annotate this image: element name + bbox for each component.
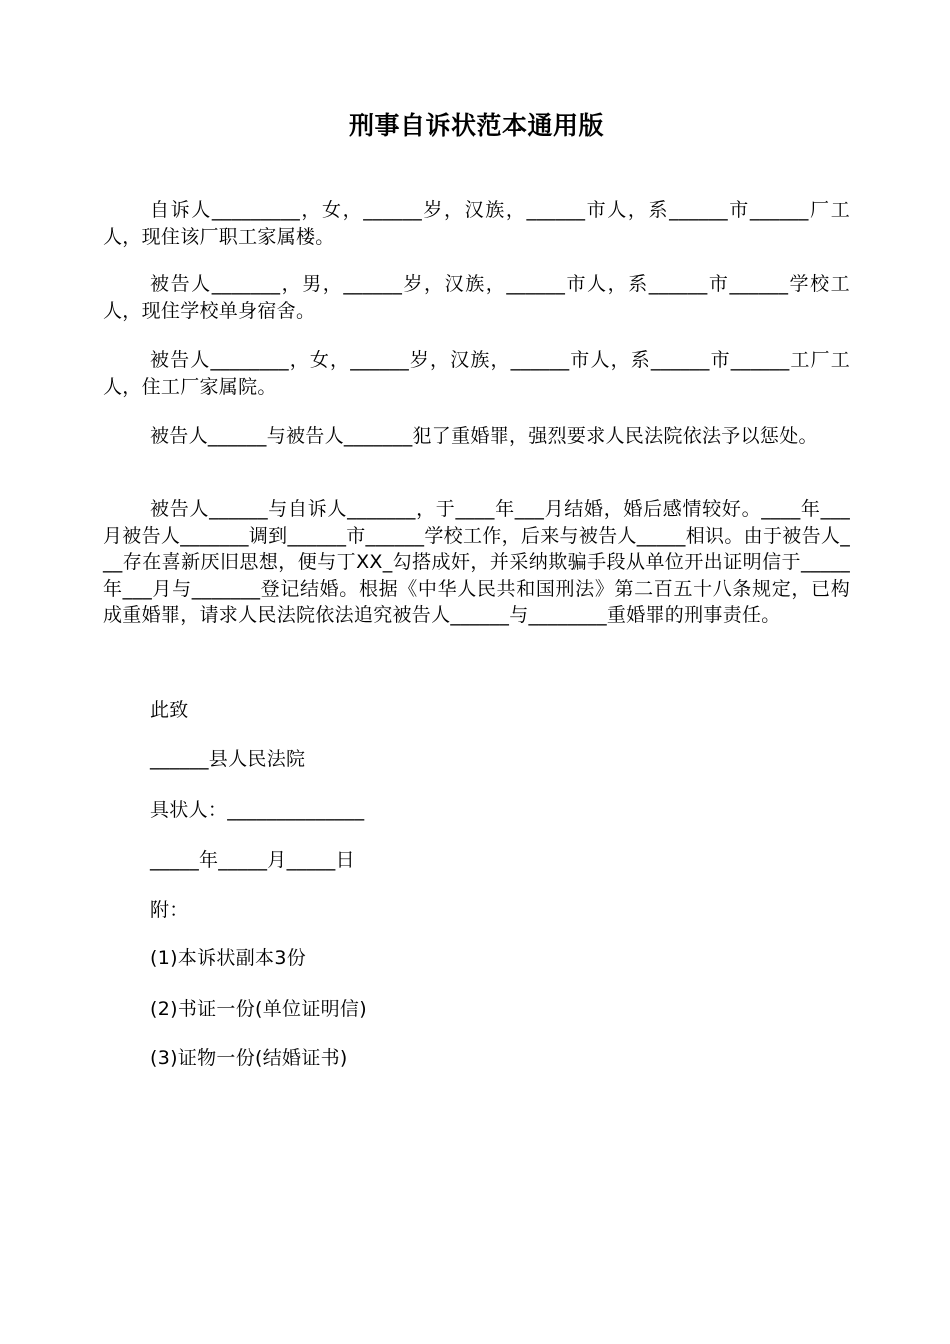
paragraph-defendant-1: 被告人_______，男，______岁，汉族，______市人，系______市______学校工人，现住学校单身宿舍。	[103, 273, 850, 322]
paragraph-facts: 被告人______与自诉人_______，于____年___月结婚，婚后感情较好。____年___月被告人_______调到______市______学校工作，后来与被告人_____相识。由于被告人___存在喜新厌旧思想，便与丁XX_勾搭成奸，并采纳欺骗手段从单位开出证明信于_____年___月与_______登记结婚。根据《中华人民共和国刑法》第二百五十八条规定，已构成重婚罪，请求人民法院依法追究被告人______与________重婚罪的刑事责任。	[103, 498, 850, 626]
closing-line: 此致	[150, 699, 189, 721]
paragraph-claim: 被告人______与被告人_______犯了重婚罪，强烈要求人民法院依法予以惩处。	[150, 425, 818, 447]
signer-line: 具状人：______________	[150, 799, 365, 821]
paragraph-defendant-2: 被告人________，女，______岁，汉族，______市人，系______市______工厂工人，住工厂家属院。	[103, 349, 850, 398]
date-line: _____年_____月_____日	[150, 849, 355, 871]
attachment-item: (2)书证一份(单位证明信)	[150, 998, 367, 1020]
paragraph-plaintiff: 自诉人_________，女，______岁，汉族，______市人，系______市______厂工人，现住该厂职工家属楼。	[103, 199, 850, 248]
document-title: 刑事自诉状范本通用版	[348, 111, 604, 140]
court-line: ______县人民法院	[150, 748, 306, 770]
attachment-label: 附：	[150, 899, 189, 921]
attachment-item: (3)证物一份(结婚证书)	[150, 1047, 348, 1069]
attachment-item: (1)本诉状副本3份	[150, 947, 307, 969]
